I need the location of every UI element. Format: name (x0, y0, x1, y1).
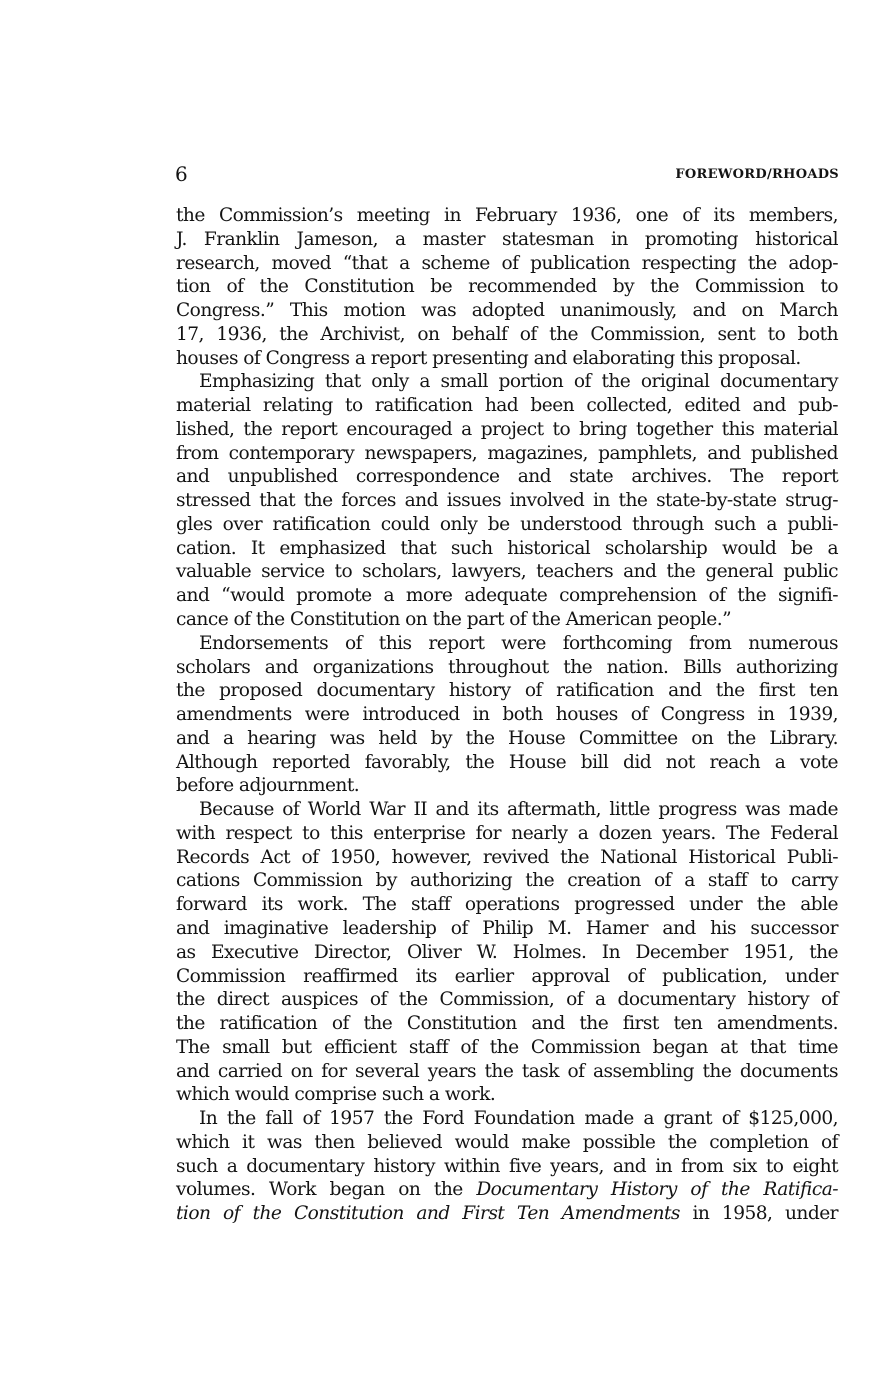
text-line: houses of Congress a report presenting and elaborating this proposal. (176, 347, 801, 369)
text-line: tion of the Constitution be recommended by the Commission to (176, 276, 838, 298)
text-line: and “would promote a more adequate comprehension of the signifi- (176, 585, 838, 607)
text-line-with-title (176, 1178, 838, 1202)
text-line-with-title (176, 1202, 838, 1226)
text-line: gles over ratification could only be understood through such a publi- (176, 513, 838, 535)
paragraph-start-line: Emphasizing that only a small portion of the original documentary (199, 371, 838, 393)
page-number: 6 (175, 162, 188, 186)
text-fragment: in 1958, under (679, 1203, 838, 1225)
text-line: which would comprise such a work. (176, 1084, 496, 1106)
text-line: forward its work. The staff operations progressed under the able (176, 894, 838, 916)
text-line: scholars and organizations throughout the nation. Bills authorizing (176, 656, 838, 678)
running-head-title: FOREWORD/RHOADS (675, 167, 839, 182)
text-line: The small but efficient staff of the Commission began at that time (176, 1036, 838, 1058)
text-line: as Executive Director, Oliver W. Holmes. In December 1951, the (176, 941, 838, 963)
text-line: the proposed documentary history of ratification and the first ten (176, 680, 838, 702)
text-fragment: volumes. Work began on the (176, 1179, 477, 1201)
text-line: Commission reaffirmed its earlier approval of publication, under (176, 965, 838, 987)
text-line: the direct auspices of the Commission, of a documentary history of (176, 989, 838, 1011)
text-line: and a hearing was held by the House Committee on the Library. (176, 727, 838, 749)
text-line: with respect to this enterprise for nearly a dozen years. The Federal (176, 822, 838, 844)
text-line: valuable service to scholars, lawyers, teachers and the general public (176, 561, 838, 583)
text-line: Records Act of 1950, however, revived the National Historical Publi- (176, 846, 838, 868)
text-line: Although reported favorably, the House bill did not reach a vote (176, 751, 838, 773)
text-line: cations Commission by authorizing the creation of a staff to carry (176, 870, 838, 892)
paragraph-start-line: Endorsements of this report were forthcoming from numerous (199, 632, 838, 654)
text-line: lished, the report encouraged a project to bring together this material (176, 418, 838, 440)
text-line: and carried on for several years the task of assembling the documents (176, 1060, 838, 1082)
text-line: stressed that the forces and issues involved in the state-by-state strug- (176, 490, 838, 512)
text-line: 17, 1936, the Archivist, on behalf of the Commission, sent to both (176, 323, 838, 345)
book-title-italic: Documentary History of the Ratifica- (476, 1179, 838, 1201)
text-line: the Commission’s meeting in February 1936, one of its members, (176, 205, 838, 226)
body-text (176, 204, 838, 1226)
text-line: before adjournment. (176, 775, 360, 797)
text-line: Congress.” This motion was adopted unanimously, and on March (176, 300, 838, 322)
running-head (175, 160, 839, 188)
text-line: research, moved “that a scheme of publication respecting the adop- (176, 252, 838, 274)
text-line: which it was then believed would make possible the completion of (176, 1131, 838, 1153)
text-line: cation. It emphasized that such historical scholarship would be a (176, 537, 838, 559)
text-line: from contemporary newspapers, magazines, pamphlets, and published (176, 442, 838, 464)
text-line: the ratification of the Constitution and the first ten amendments. (176, 1013, 838, 1035)
text-line: cance of the Constitution on the part of the American people.” (176, 609, 732, 631)
text-line: and unpublished correspondence and state archives. The report (176, 466, 838, 488)
book-title-italic: tion of the Constitution and First Ten Amendments (176, 1203, 680, 1225)
text-line: material relating to ratification had been collected, edited and pub- (176, 395, 838, 417)
text-line: amendments were introduced in both houses of Congress in 1939, (176, 704, 838, 726)
text-line: J. Franklin Jameson, a master statesman in promoting historical (176, 228, 838, 250)
paragraph-start-line: In the fall of 1957 the Ford Foundation made a grant of $125,000, (199, 1108, 838, 1130)
paragraph-start-line: Because of World War II and its aftermath, little progress was made (199, 799, 838, 821)
text-line: such a documentary history within five years, and in from six to eight (176, 1155, 838, 1177)
text-line: and imaginative leadership of Philip M. Hamer and his successor (176, 917, 838, 939)
